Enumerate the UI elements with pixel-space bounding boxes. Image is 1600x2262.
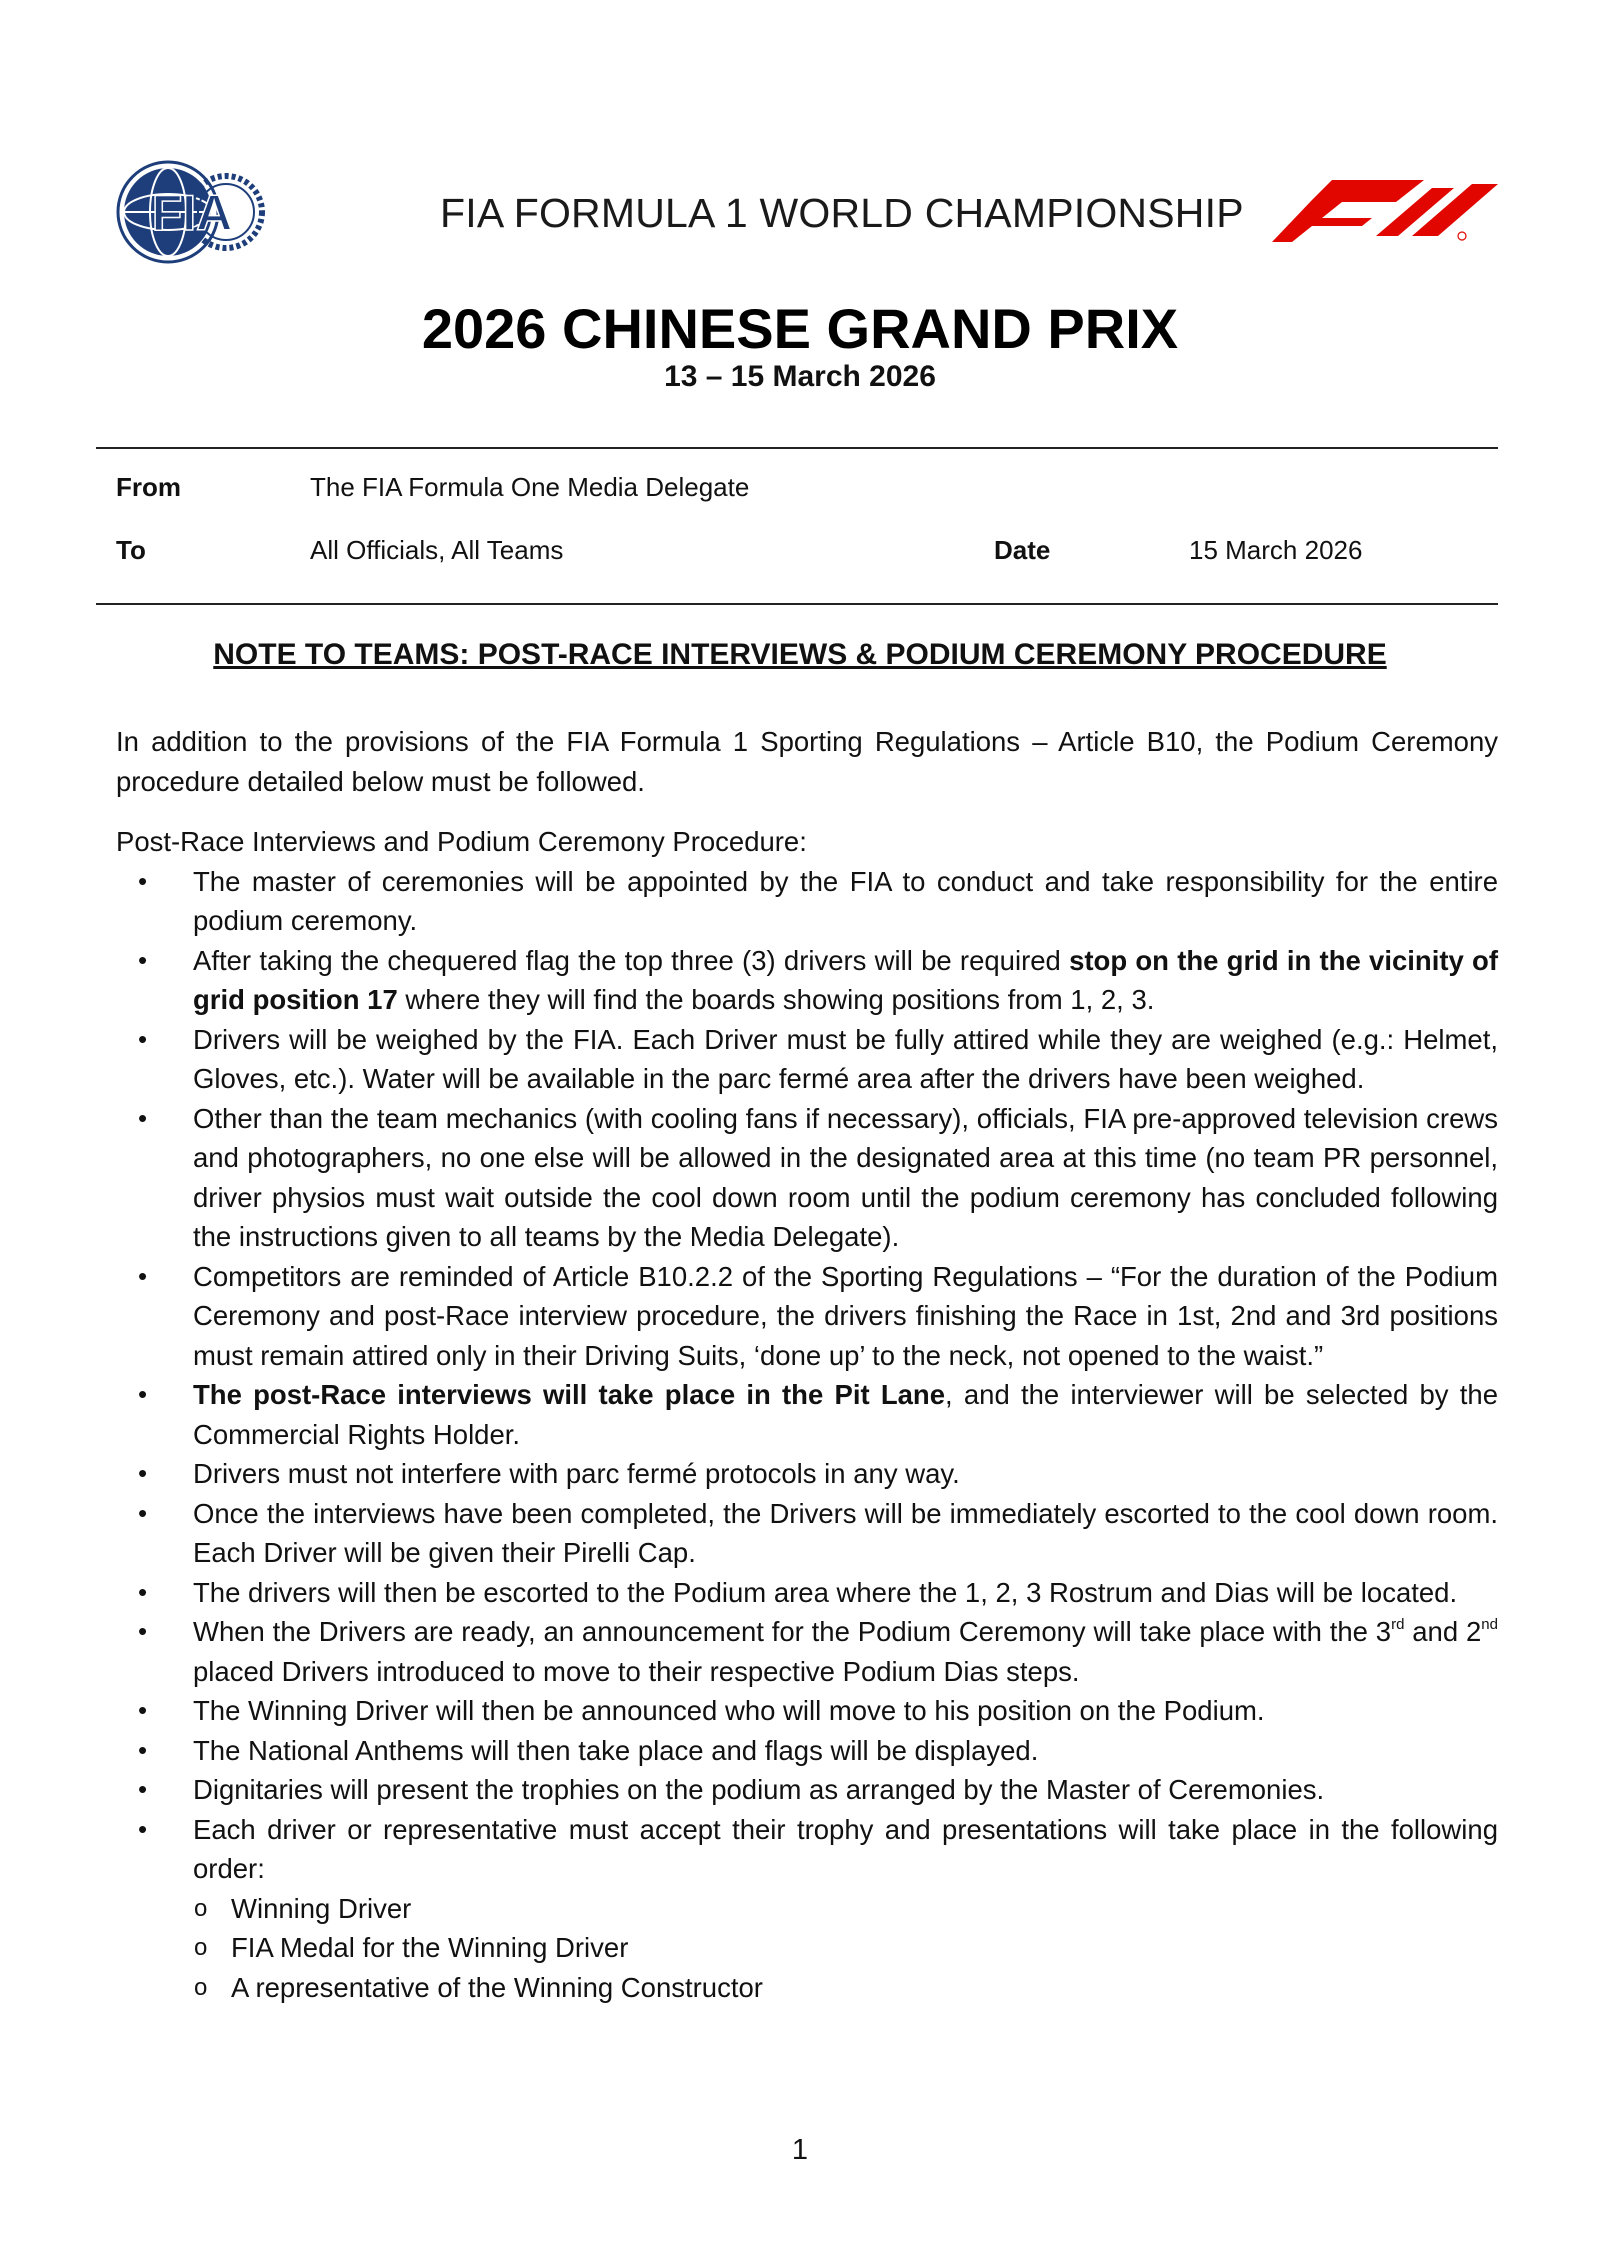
from-label: From [116,472,181,502]
date-label: Date [994,535,1051,565]
sub-list-item: o A representative of the Winning Constructor [116,1968,1498,2008]
sub-list-item: o FIA Medal for the Winning Driver [116,1928,1498,1968]
list-item: • The drivers will then be escorted to the Podium area where the 1, 2, 3 Rostrum and Dias will be located. [116,1573,1498,1613]
document-body [116,722,1498,2007]
presentation-order-list [116,1889,1498,2008]
from-value: The FIA Formula One Media Delegate [310,472,750,502]
document-title: NOTE TO TEAMS: POST-RACE INTERVIEWS & PODIUM CEREMONY PROCEDURE [213,638,1387,671]
intro-paragraph: In addition to the provisions of the FIA Formula 1 Sporting Regulations – Article B10, the Podium Ceremony procedure detailed below must be followed. [116,726,1498,797]
fia-logo-text: FIA [151,185,233,241]
to-value: All Officials, All Teams [310,535,564,565]
list-item: • Each driver or representative must accept their trophy and presentations will take place in the following order: [116,1810,1498,1889]
procedure-list [116,862,1498,1889]
f1-logo [1272,180,1504,242]
list-item: • Dignitaries will present the trophies on the podium as arranged by the Master of Ceremonies. [116,1770,1498,1810]
event-dates: 13 – 15 March 2026 [664,360,936,393]
grand-prix-title: 2026 CHINESE GRAND PRIX [421,297,1179,360]
sub-list-item: o Winning Driver [116,1889,1498,1929]
date-value: 15 March 2026 [1189,535,1363,565]
list-item: • After taking the chequered flag the top three (3) drivers will be required stop on the grid in the vicinity of grid position 17 where they will find the boards showing positions from 1, 2, 3. [116,941,1498,1020]
header-divider [96,447,1498,449]
list-item: • Drivers will be weighed by the FIA. Each Driver must be fully attired while they are weighed (e.g.: Helmet, Gloves, etc.). Water will be available in the parc fermé area after the drivers have been weighed. [116,1020,1498,1099]
list-item: • When the Drivers are ready, an announcement for the Podium Ceremony will take place with the 3rd and 2nd placed Drivers introduced to move to their respective Podium Dias steps. [116,1612,1498,1691]
to-label: To [116,535,146,565]
list-item: • Competitors are reminded of Article B10.2.2 of the Sporting Regulations – “For the duration of the Podium Ceremony and post-Race interview procedure, the drivers finishing the Race in 1st, 2nd and 3rd positions must remain attired only in their Driving Suits, ‘done up’ to the neck, not opened to the waist.” [116,1257,1498,1376]
page-number: 1 [791,2134,809,2166]
fia-logo [114,158,268,266]
list-item: • The post-Race interviews will take place in the Pit Lane, and the interviewer will be selected by the Commercial Rights Holder. [116,1375,1498,1454]
list-item: • Drivers must not interfere with parc fermé protocols in any way. [116,1454,1498,1494]
list-item: • The National Anthems will then take place and flags will be displayed. [116,1731,1498,1771]
list-item: • Other than the team mechanics (with cooling fans if necessary), officials, FIA pre-approved television crews and photographers, no one else will be allowed in the designated area at this time (no team PR personnel, driver physios must wait outside the cool down room until the podium ceremony has concluded following the instructions given to all teams by the Media Delegate). [116,1099,1498,1257]
list-item: • The Winning Driver will then be announced who will move to his position on the Podium. [116,1691,1498,1731]
list-item: • The master of ceremonies will be appointed by the FIA to conduct and take responsibility for the entire podium ceremony. [116,862,1498,941]
championship-title: FIA FORMULA 1 WORLD CHAMPIONSHIP [440,190,1244,236]
meta-divider [96,603,1498,605]
procedure-heading: Post-Race Interviews and Podium Ceremony Procedure: [116,826,807,857]
list-item: • Once the interviews have been completed, the Drivers will be immediately escorted to the cool down room. Each Driver will be given their Pirelli Cap. [116,1494,1498,1573]
